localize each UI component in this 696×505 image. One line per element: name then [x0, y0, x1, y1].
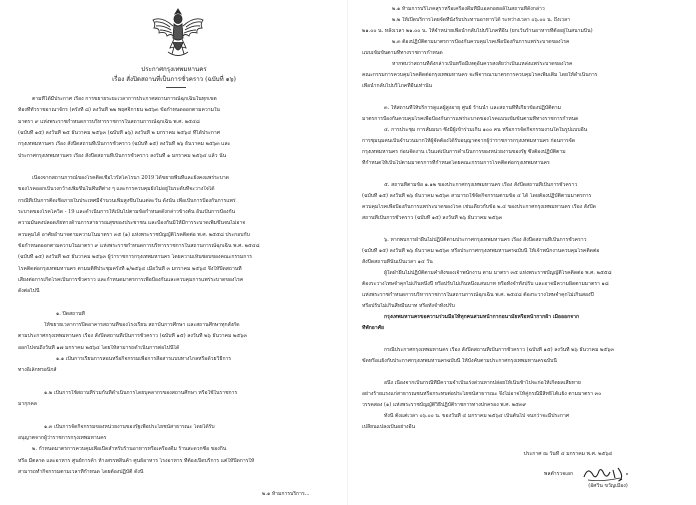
- text-line: ทางอิเล็กทรอนิกส์: [18, 367, 57, 374]
- text-line: (ฉบับที่ ๑๕) ลงวันที่ ๒๕ ธันวาคม ๒๕๖๓ (ฉบับที่ ๑๖) ลงวันที่ ๒ มกราคม ๒๕๖๔ ที่ได้ประกาศ: [18, 129, 220, 136]
- text-line: คณะกรรมการควบคุมโรคติดต่อกรุงเทพมหานคร จะพิจารณามาตรการควบคุมโรคเพิ่มเติม โดยให้ดำเนินการ: [362, 72, 598, 78]
- text-line: ๔. การประชุม การสัมมนา ซึ่งมีผู้เข้าร่วมเกิน ๑๐๐ คน หรือการจัดกิจกรรมงานใดในรูปแบบอื่น: [384, 127, 588, 133]
- text-line: ผู้ใดฝ่าฝืนไม่ปฏิบัติตามคำสั่งของเจ้าพนักงาน ตาม มาตรา ๓๕ แห่งพระราชบัญญัติโรคติดต่อ พ.ศ. ๒๕๕๘: [384, 270, 612, 276]
- text-line: เปลี่ยนแปลงเป็นอย่างอื่น: [362, 424, 416, 430]
- text-line: ต้องระวางโทษจำคุกไม่เกินหนึ่งปี หรือปรับไม่เกินหนึ่งแสนบาท หรือทั้งจำทั้งปรับ และอาจมีความผิดตามมาตรา ๑๘: [362, 281, 609, 287]
- text-line: ๒.๒ ให้เปิดบริการโดยจัดที่นั่งรับประทานอาหารได้ ระหว่างเวลา ๐๖.๐๐ น. ถึงเวลา: [392, 17, 571, 23]
- text-line: กรณีประกาศกรุงเทพมหานคร เรื่อง สั่งปิดสถานที่เป็นการชั่วคราว (ฉบับที่ ๑๕) ลงวันที่ ๒๖ ธันวาคม ๒๕๖๓: [384, 347, 614, 353]
- text-line: (ฉบับที่ ๑๕) ลงวันที่ ๒๖ ธันวาคม ๒๕๖๓ หรือประกาศกรุงเทพมหานครฉบับนี้ ให้เจ้าพนักงานควบคุมโรคติดต่อ: [362, 248, 600, 254]
- continuation-note: ๒.๑ ห้ามการบริการ...: [262, 491, 310, 497]
- text-line: ให้ขยายเวลาการปิดอาคารสถานที่ของโรงเรียน สถาบันการศึกษา และสถานศึกษาทุกสังกัด: [44, 322, 240, 328]
- text-line: อนุญาตจากผู้ว่าราชการกรุงเทพมหานคร: [18, 435, 107, 441]
- handwritten-signature: [580, 462, 636, 484]
- text-line: [18, 299, 336, 306]
- text-line: ระบาดของโรคโควิด - 19 และดำเนินการให้เป็นไปตามข้อกำหนดดังกล่าวข้างต้น อันเป็นการป้องกัน: [18, 209, 236, 215]
- text-line: ๑.๒ เป็นการใช้สถานที่ร่วมกันที่ดำเนินการโดยบุคลากรของสถานศึกษา หรือใช้ในราชการ: [44, 389, 238, 396]
- text-line: เนื่องจากสถานการณ์ของโรคติดเชื้อไวรัสโคโรนา 2019 ได้ขยายพื้นที่และยังคงแพร่ระบาด: [32, 175, 229, 182]
- text-line: โรคติดต่อกรุงเทพมหานคร ตามมติที่ประชุมครั้งที่ ๑/๒๕๖๔ เมื่อวันที่ ๓ มกราคม ๒๕๖๔ จึงให้ปิดสถานที่: [18, 265, 242, 272]
- text-line: วรรคสอง (๑) แห่งพระราชบัญญัติวิธีปฏิบัติราชการทางปกครอง พ.ศ. ๒๕๓๙: [362, 402, 527, 408]
- text-line: ท้องที่ทั่วราชอาณาจักร (ครั้งที่ ๘) ลงวันที่ ๒๒ พฤศจิกายน ๒๕๖๓ ข้อกำหนดออกตามความใน: [18, 107, 220, 114]
- text-line: [362, 171, 684, 178]
- text-line: [18, 379, 336, 386]
- text-line: [362, 226, 684, 233]
- text-line: ๒. กำหนดมาตรการควบคุมเพื่อเปิดสำหรับร้านอาหารหรือเครื่องดื่ม ร้านสะดวกซื้อ ของกิน: [32, 446, 227, 453]
- text-line: [362, 369, 684, 376]
- text-line: ข้อกำหนดออกตามความในมาตรา ๙ แห่งพระราชกำหนดการบริหารราชการในสถานการณ์ฉุกเฉิน พ.ศ. ๒๕๔๘: [18, 242, 260, 249]
- date-line: ประกาศ ณ วันที่ ๔ มกราคม พ.ศ. ๒๕๖๔: [523, 451, 613, 457]
- signer-rank: พลตำรวจเอก: [544, 471, 574, 477]
- text-line: สั่งปิดสถานที่นั้นเป็นเวลา ๑๔ วัน: [362, 259, 433, 265]
- text-line: อนึ่ง เนื่องจากเป็นกรณีที่มีความจำเป็นเร่งด่วนหากปล่อยให้เนิ่นช้าไปจะก่อให้เกิดผลเสียหาย: [384, 380, 581, 386]
- announcement-subject: เรื่อง สั่งปิดสถานที่เป็นการชั่วคราว (ฉบับที่ ๑๖): [112, 76, 236, 83]
- text-line: หากพบว่าสถานที่ดังกล่าวเป็นหรือมีเหตุอันควรสงสัยว่าเป็นแหล่งแพร่ระบาดของโรค: [392, 61, 573, 67]
- text-line: หรือ มีตลาด และอาหาร ศูนย์การค้า ห้างสรรพสินค้า ศูนย์อาหาร โรงอาหาร ที่ต้องเปิดบริการ แต่ให้ปิดการให้: [18, 457, 255, 464]
- text-line: ที่พักอาศัย: [362, 325, 384, 331]
- text-line: [18, 412, 336, 419]
- text-line: กรุงเทพมหานครขอความร่วมมือให้ทุกคนสวมหน้ากากอนามัยหรือหน้ากากผ้า เมื่อออกจาก: [384, 314, 580, 320]
- text-line: สามารถทำกิจกรรมตามเวลาที่กำหนด โดยต้องปฏิบัติ ดังนี้: [18, 468, 144, 475]
- text-line: (ฉบับที่ ๑๕) ลงวันที่ ๒๕ ธันวาคม ๒๕๖๓ ผู้ว่าราชการกรุงเทพมหานคร โดยความเห็นชอบของคณะกรรมการ: [18, 254, 252, 261]
- text-line: ควบคุมโรคเพื่อป้องกันการแพร่ระบาดของโรค เช่นเดียวกับข้อ ๒.๔ ของประกาศกรุงเทพมหานคร เรื่อง สั่งปิด: [362, 204, 596, 210]
- text-line: ๒๑.๐๐ น. หลังเวลา ๒๑.๐๐ น. ให้จำหน่ายเพื่อนำกลับไปบริโภคที่อื่น (ยกเว้นร้านอาหารที่ตั้งอยู่ในสนามบิน): [362, 28, 593, 34]
- text-line: ๕. สถานที่ตามข้อ ๑.๑๒ ของประกาศกรุงเทพมหานคร เรื่อง สั่งปิดสถานที่เป็นการชั่วคราว: [384, 182, 578, 188]
- text-line: ๑.๓ เป็นการจัดกิจกรรมของหน่วยงานของรัฐเพื่อประโยชน์สาธารณะ โดยได้รับ: [44, 423, 215, 430]
- text-line: [362, 336, 684, 343]
- text-line: แบบเข้มข้นตามที่ทางราชการกำหนด: [362, 50, 443, 56]
- text-line: ออกไปจนถึงวันที่ ๑๗ มกราคม ๒๕๖๔ โดยให้สามารถดำเนินการต่อไปนี้ได้: [18, 344, 180, 351]
- signer-name: (อัศวิน ขวัญเมือง): [588, 483, 628, 489]
- title-underline: [166, 87, 186, 88]
- text-line: มาตรา ๙ แห่งพระราชกำหนดการบริหารราชการในสถานการณ์ฉุกเฉิน พ.ศ. ๒๕๔๘: [18, 118, 200, 125]
- text-line: ของโรคออกเป็นวงกว้างเพิ่มขึ้นในพื้นที่ต่าง ๆ และการควบคุมยังไม่อยู่ในระดับที่จะวางใจได้: [18, 186, 215, 193]
- text-line: กรุงเทพมหานคร ก่อนจัดงาน เว้นแต่เป็นการดำเนินการของหน่วยงานของรัฐ ซึ่งต้องปฏิบัติตาม: [362, 149, 566, 155]
- text-line: ทั้งนี้ ตั้งแต่เวลา ๐๖.๐๐ น. ของวันที่ ๔ มกราคม ๒๕๖๔ เป็นต้นไป จนกว่าจะมีประกาศ: [384, 413, 570, 419]
- text-line: (ฉบับที่ ๑๕) ลงวันที่ ๒๖ ธันวาคม ๒๕๖๓ สามารถใช้จัดกิจกรรมตามข้อ ๔ ได้ โดยต้องปฏิบัติตามมาตรการ: [362, 193, 592, 199]
- text-line: กรณีที่เป็นการติดเชื้อภายในประเทศมีจำนวนเพิ่มสูงขึ้นในแต่ละวัน ดังนั้น เพื่อเป็นการป้องกันการแพร่: [18, 197, 236, 204]
- text-line: เพื่อนำกลับไปบริโภคที่อื่นเท่านั้น: [362, 83, 433, 89]
- text-line: [18, 164, 336, 171]
- text-line: เสี่ยงต่อการเกิดโรคเป็นการชั่วคราว และกำหนดมาตรการเพื่อป้องกันและควบคุมการแพร่ระบาดของโรค: [18, 276, 244, 283]
- text-line: ๖. หากพบการฝ่าฝืนไม่ปฏิบัติตามประกาศกรุงเทพมหานคร เรื่อง สั่งปิดสถานที่เป็นการชั่วคราว: [384, 237, 587, 243]
- text-line: ควบคุมได้ อาศัยอำนาจตามความในมาตรา ๓๕ (๑) แห่งพระราชบัญญัติโรคติดต่อ พ.ศ. ๒๕๕๘ ประกอบกับ: [18, 231, 250, 238]
- text-line: มากุกคล: [18, 401, 37, 408]
- text-line: ๒.๓ ต้องปฏิบัติตามมาตรการป้องกันควบคุมโรคเพื่อป้องกันการแพร่ระบาดของโรค: [392, 39, 570, 45]
- text-line: อย่างร้ายแรงแก่สาธารณชนหรือกระทบต่อประโยชน์สาธารณะ จึงไม่อาจให้คู่กรณีมีสิทธิโต้แย้ง ตามมาตรา ๓๐: [362, 391, 602, 397]
- text-line: แห่งพระราชกำหนดการบริหารราชการในสถานการณ์ฉุกเฉิน พ.ศ. ๒๕๔๘ ต้องระวางโทษจำคุกไม่เกินสองปี: [362, 292, 594, 298]
- text-line: หรือปรับไม่เกินสี่หมื่นบาท หรือทั้งจำทั้งปรับ: [362, 303, 455, 309]
- text-line: ๓. ให้สถานที่ให้บริการดูแลผู้สูงอายุ ศูนย์ ร้านน้ำ และสถานที่ที่เกี่ยวข้องปฏิบัติตาม: [384, 105, 561, 111]
- text-line: การชุมนุมคนเป็นจำนวนมากให้ผู้จัดต้องได้รับอนุญาตจากผู้ว่าราชการกรุงเทพมหานคร ก่อนการจัด: [362, 138, 576, 144]
- text-line: ความมั่นคงปลอดภัยทางด้านการสาธารณสุขของประชาชน และป้องกันมิให้มีการระบาดเพิ่มขึ้นจนไม่อาจ: [18, 220, 246, 227]
- text-line: ๑. ปิดสถานที่: [56, 310, 85, 317]
- garuda-emblem: [150, 6, 206, 60]
- text-line: ตามที่ได้มีประกาศ เรื่อง การขยายระยะเวลาการประกาศสถานการณ์ฉุกเฉินในทุกเขต: [32, 96, 217, 102]
- text-line: ๑.๑ เป็นการเรียนการสอนหรือกิจกรรมเพื่อการสื่อสารแบบทางไกลหรือด้วยวิธีการ: [56, 355, 232, 362]
- emblem-graphic: [150, 6, 206, 60]
- text-line: ตามประกาศกรุงเทพมหานคร เรื่อง สั่งปิดสถานที่เป็นการชั่วคราว (ฉบับที่ ๑๕) ลงวันที่ ๒๖ ธันวาคม ๒๕๖๓: [18, 333, 247, 340]
- text-line: ที่กำหนดให้เป็นไปตามมาตรการที่กำหนดโดยคณะกรรมการโรคติดต่อกรุงเทพมหานคร: [362, 160, 550, 166]
- text-line: ประกาศกรุงเทพมหานคร เรื่อง สั่งปิดสถานที่เป็นการชั่วคราว ลงวันที่ ๑ มกราคม ๒๕๖๔ แล้ว นั้น: [18, 152, 227, 159]
- text-line: [362, 94, 684, 101]
- announcement-title: ประกาศกรุงเทพมหานคร: [141, 66, 207, 73]
- text-line: ขัดหรือแย้งกับประกาศกรุงเทพมหานครฉบับนี้ ให้บังคับตามประกาศกรุงเทพมหานครฉบับนี้: [362, 358, 557, 364]
- text-line: สถานที่เป็นการชั่วคราว (ฉบับที่ ๑๕) ลงวันที่ ๒๖ ธันวาคม ๒๕๖๓: [362, 215, 503, 221]
- signature: [580, 462, 636, 484]
- text-line: กรุงเทพมหานคร เรื่อง สั่งปิดสถานที่เป็นการชั่วคราว (ฉบับที่ ๑๕) ลงวันที่ ๒๖ ธันวาคม ๒๕๖๓ และ: [18, 141, 231, 148]
- right-page: [348, 0, 696, 505]
- text-line: มาตรการป้องกันควบคุมโรคเพื่อป้องกันการแพร่ระบาดของโรคแบบเข้มข้นตามที่ทางราชการกำหนด: [362, 116, 579, 122]
- text-line: ๒.๑ ห้ามการบริโภคสุราหรือเครื่องดื่มที่มีแอลกอฮอล์ในสถานที่ดังกล่าว: [392, 6, 545, 12]
- text-line: ดังต่อไปนี้: [18, 288, 40, 295]
